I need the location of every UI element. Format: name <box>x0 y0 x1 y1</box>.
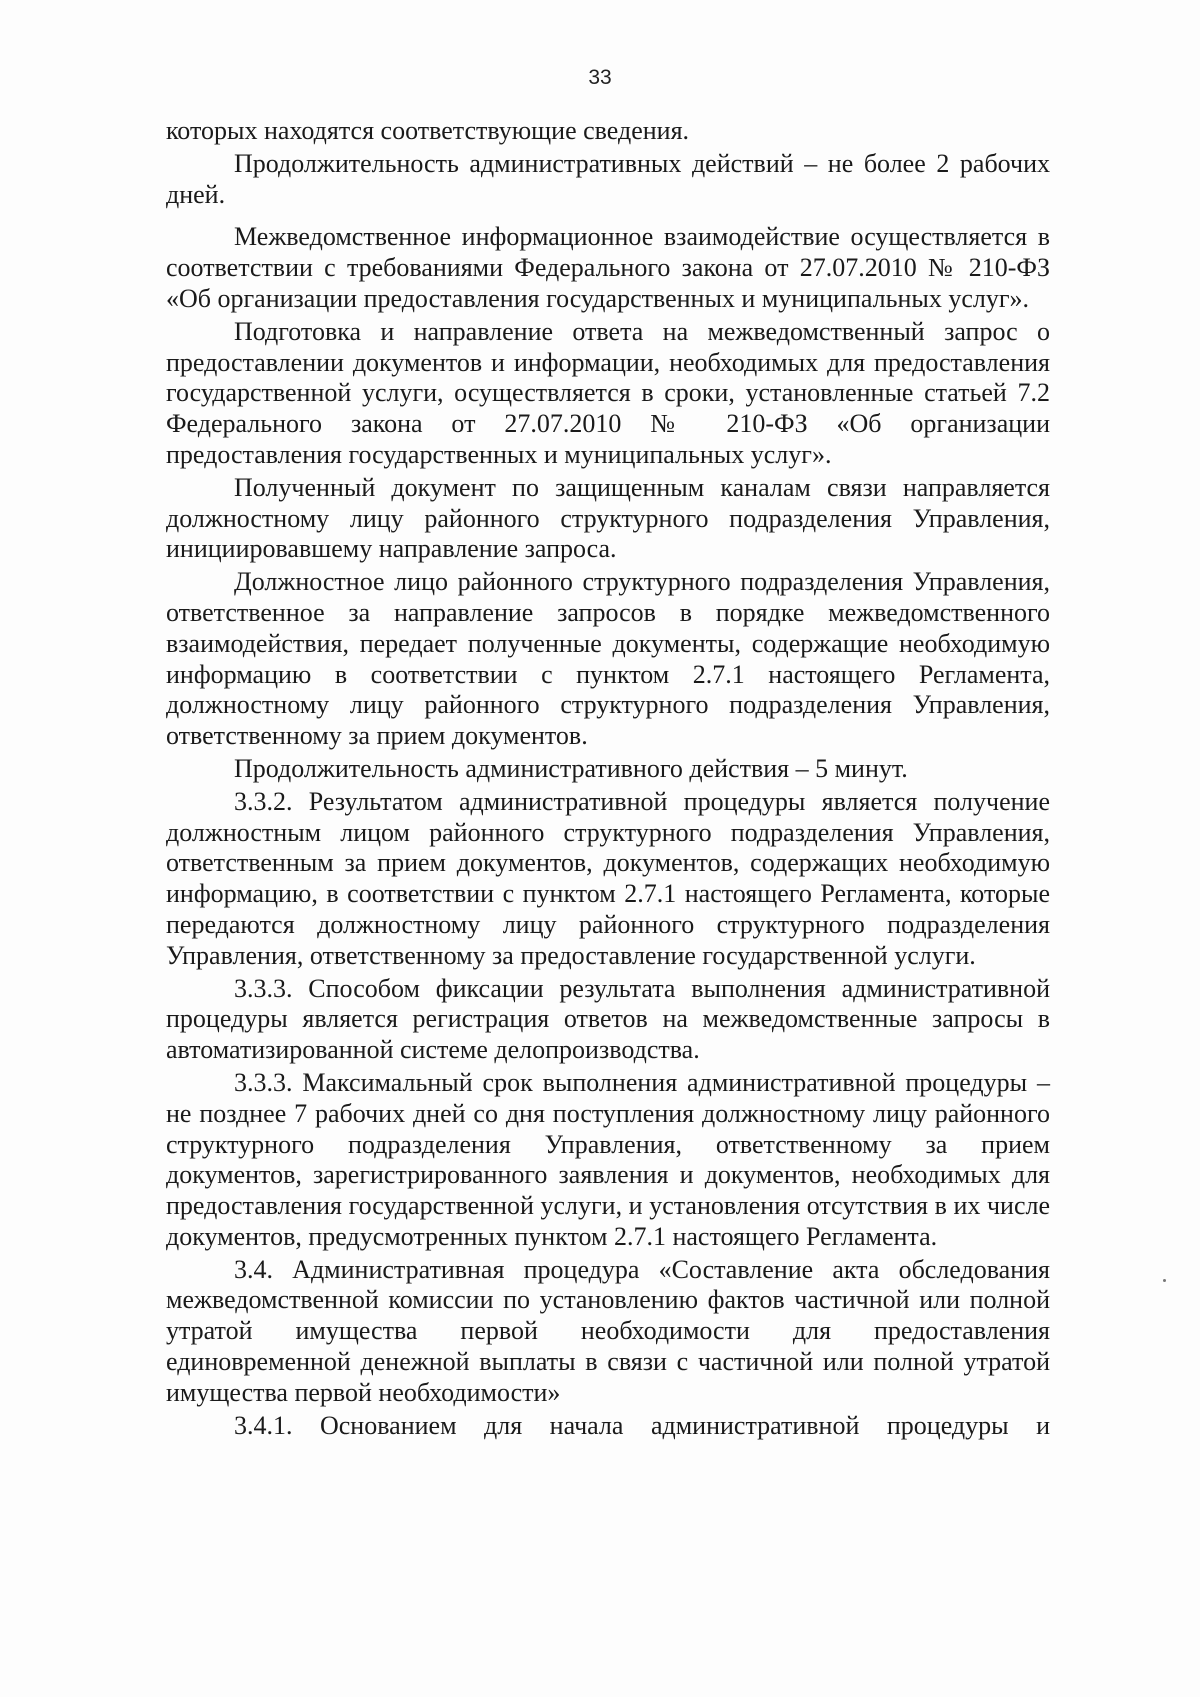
paragraph-3-3-3-max-term: 3.3.3. Максимальный срок выполнения административной процедуры – не позднее 7 рабочих дней со дня поступления должностному лицу районного структурного подразделения Управления, ответственному за прием документов, зарегистрированного заявления и документов, необходимых для предоставления государственной услуги, и установления отсутствия в их числе документов, предусмотренных пунктом 2.7.1 настоящего Регламента. <box>166 1067 1050 1251</box>
paragraph-3-4-1: 3.4.1. Основанием для начала административной процедуры и <box>234 1410 1050 1440</box>
paragraph-3-3-2: 3.3.2. Результатом административной процедуры является получение должностным лицом районного структурного подразделения Управления, ответственным за прием документов, документов, содержащих необходимую информацию, в соответствии с пунктом 2.7.1 настоящего Регламента, которые передаются должностному лицу районного структурного подразделения Управления, ответственному за предоставление государственной услуги. <box>166 786 1050 970</box>
paragraph-3-4-heading: 3.4. Административная процедура «Составление акта обследования межведомственной комиссии по установлению фактов частичной или полной утратой имущества первой необходимости для предоставления единовременной денежной выплаты в связи с частичной или полной утратой имущества первой необходимости» <box>166 1254 1050 1407</box>
page-number: 33 <box>588 66 612 89</box>
paragraph-duration-2-days: Продолжительность административных действий – не более 2 рабочих дней. <box>166 148 1050 209</box>
paragraph-interagency-interaction: Межведомственное информационное взаимодействие осуществляется в соответствии с требованиями Федерального закона от 27.07.2010 № 210-ФЗ «Об организации предоставления государственных и муниципальных услуг». <box>166 222 1050 313</box>
paragraph-3-3-3-fixation: 3.3.3. Способом фиксации результата выполнения административной процедуры является регистрация ответов на межведомственные запросы в автоматизированной системе делопроизводства. <box>166 973 1050 1065</box>
paragraph-duration-5-minutes: Продолжительность административного действия – 5 минут. <box>234 753 908 783</box>
paragraph-continuation: которых находятся соответствующие сведения. <box>166 116 690 145</box>
paragraph-received-document: Полученный документ по защищенным каналам связи направляется должностному лицу районного структурного подразделения Управления, инициировавшему направление запроса. <box>166 472 1050 564</box>
paragraph-response-preparation: Подготовка и направление ответа на межведомственный запрос о предоставлении документов и информации, необходимых для предоставления государственной услуги, осуществляется в сроки, установленные статьей 7.2 Федерального закона от 27.07.2010 № 210-ФЗ «Об организации предоставления государственных и муниципальных услуг». <box>166 316 1050 469</box>
scan-speck <box>1163 1279 1166 1282</box>
document-body <box>166 116 1050 1441</box>
paragraph-official-transfers: Должностное лицо районного структурного подразделения Управления, ответственное за направление запросов в порядке межведомственного взаимодействия, передает полученные документы, содержащие необходимую информацию в соответствии с пунктом 2.7.1 настоящего Регламента, должностному лицу районного структурного подразделения Управления, ответственному за прием документов. <box>166 567 1050 751</box>
